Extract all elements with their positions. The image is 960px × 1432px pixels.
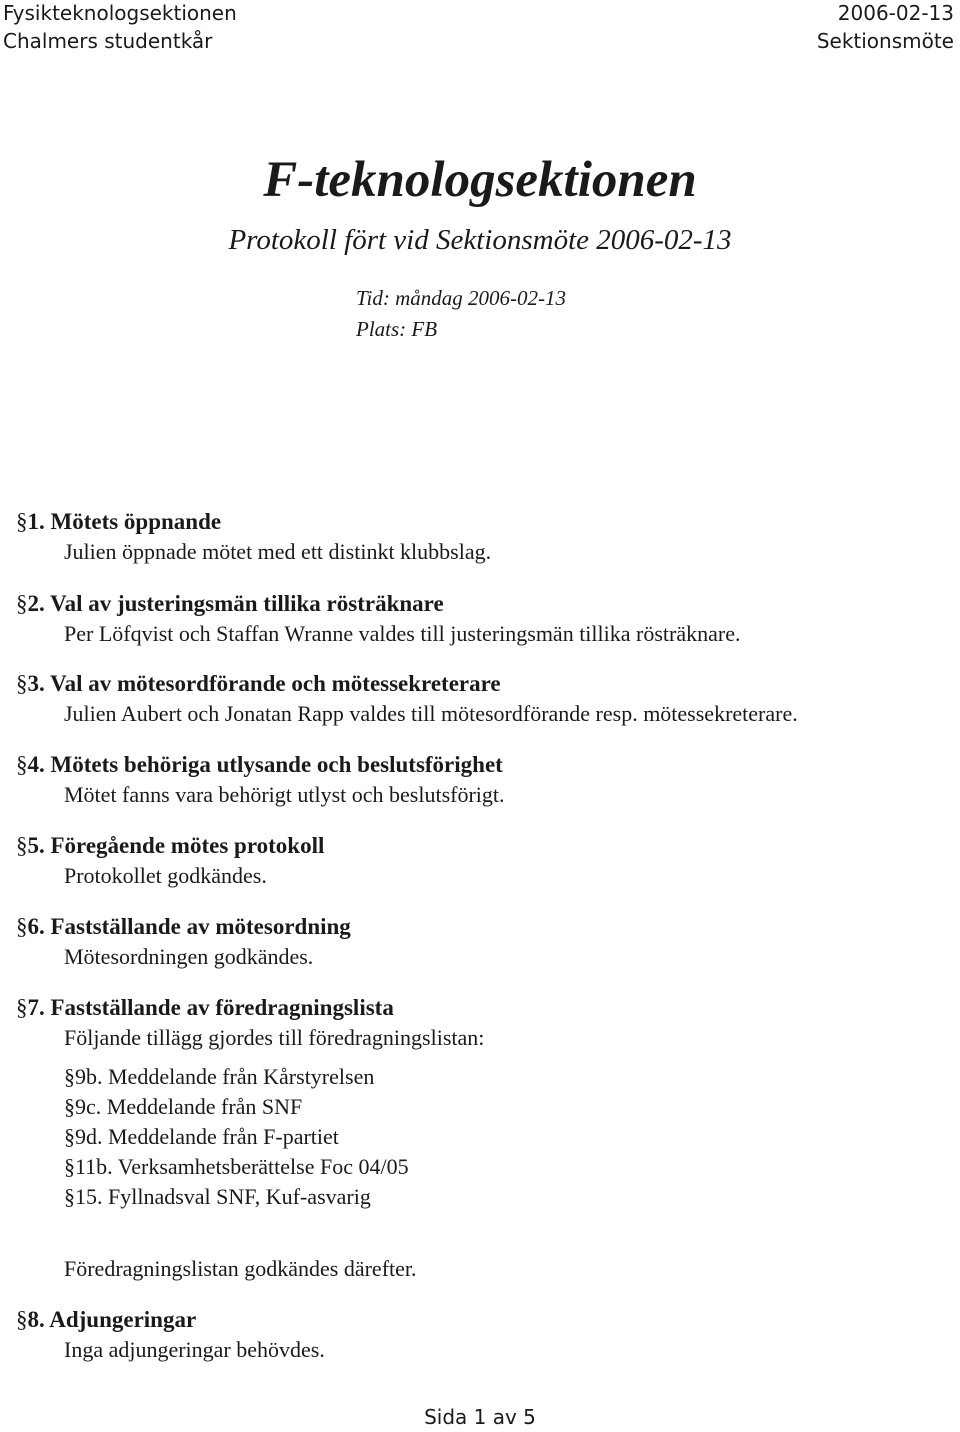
section-body: Per Löfqvist och Staffan Wranne valdes till justeringsmän tillika rösträknare. [64,621,741,646]
section-heading [16,1305,325,1335]
section-heading [16,589,740,619]
section-sign: § [16,509,28,534]
meeting-time: Tid: måndag 2006-02-13 [356,286,566,310]
section-number: 8. [27,1307,45,1332]
section-title: Val av justeringsmän tillika rösträknare [50,591,444,616]
section-sign: § [16,591,28,616]
section-number: 2. [27,591,45,616]
list-item: §11b. Verksamhetsberättelse Foc 04/05 [64,1154,409,1179]
agenda-approved-note: Föredragningslistan godkändes därefter. [64,1256,417,1281]
document-subtitle: Protokoll fört vid Sektionsmöte 2006-02-13 [228,224,732,256]
section-heading [16,507,491,537]
section-number: 4. [27,752,45,777]
section-6 [16,912,351,972]
section-1 [16,507,491,567]
section-2 [16,589,740,649]
header-left [3,0,237,56]
section-sign: § [16,914,28,939]
header-meeting-type: Sektionsmöte [816,29,954,53]
section-number: 6. [27,914,45,939]
section-3 [16,669,798,729]
section-title: Fastställande av mötesordning [50,914,351,939]
document-title: F-teknologsektionen [263,152,697,208]
section-heading [16,831,324,861]
section-title: Mötets öppnande [50,509,222,534]
section-heading [16,993,484,1023]
list-item: §9d. Meddelande från F-partiet [64,1124,339,1149]
section-sign: § [16,833,28,858]
meeting-place: Plats: FB [356,317,438,341]
list-item: §9c. Meddelande från SNF [64,1094,303,1119]
section-title: Adjungeringar [49,1307,197,1332]
section-body: Julien öppnade mötet med ett distinkt klubbslag. [64,539,492,564]
section-number: 1. [27,509,45,534]
list-item: §15. Fyllnadsval SNF, Kuf-asvarig [64,1184,371,1209]
section-sign: § [16,671,28,696]
section-title: Val av mötesordförande och mötessekreterare [50,671,501,696]
section-7 [16,993,484,1053]
header-right [817,0,954,56]
section-sign: § [16,752,28,777]
section-8 [16,1305,325,1365]
list-item: §9b. Meddelande från Kårstyrelsen [64,1064,375,1089]
section-body: Protokollet godkändes. [64,863,267,888]
section-body: Mötesordningen godkändes. [64,944,314,969]
section-number: 5. [27,833,45,858]
page-number: Sida 1 av 5 [424,1405,536,1429]
section-number: 7. [27,995,45,1020]
agenda-additions-list [64,1062,409,1212]
section-5 [16,831,324,891]
section-heading [16,912,351,942]
section-sign: § [16,995,28,1020]
organization-name: Fysikteknologsektionen [3,1,237,25]
meeting-meta [356,283,566,345]
organization-parent: Chalmers studentkår [3,29,213,53]
section-sign: § [16,1307,28,1332]
header-date: 2006-02-13 [837,1,954,25]
section-heading [16,750,505,780]
section-title: Fastställande av föredragningslista [50,995,394,1020]
section-heading [16,669,798,699]
section-title: Mötets behöriga utlysande och beslutsförighet [50,752,503,777]
section-number: 3. [27,671,45,696]
section-body: Mötet fanns vara behörigt utlyst och beslutsförigt. [64,782,505,807]
section-body: Julien Aubert och Jonatan Rapp valdes till mötesordförande resp. mötessekreterare. [64,701,798,726]
section-title: Föregående mötes protokoll [50,833,325,858]
section-body: Följande tillägg gjordes till föredragningslistan: [64,1025,485,1050]
section-4 [16,750,505,810]
section-body: Inga adjungeringar behövdes. [64,1337,325,1362]
